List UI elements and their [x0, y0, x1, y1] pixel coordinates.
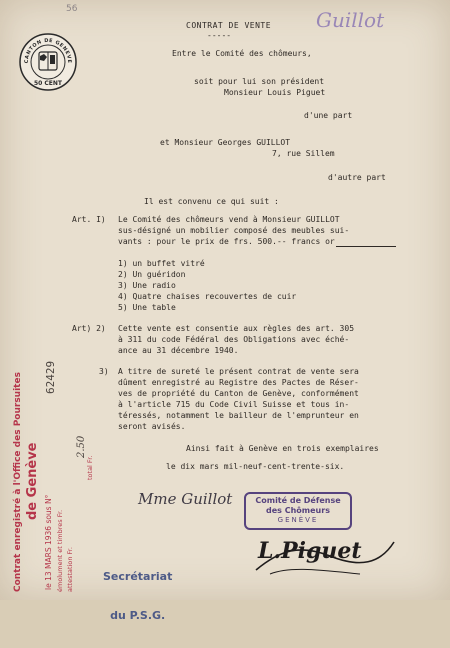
- header-line-2: soit pour lui son président: [194, 77, 325, 86]
- item-5: 5) Une table: [118, 303, 176, 312]
- article-2-line: à 311 du code Fédéral des Obligations avec éché-: [118, 335, 350, 344]
- document-title: CONTRAT DE VENTE: [186, 21, 272, 30]
- secretariat-stamp: [103, 544, 172, 648]
- article-3-line: A titre de sureté le présent contrat de vente sera: [118, 367, 359, 376]
- header-line-6: 7, rue Sillem: [272, 149, 335, 158]
- red-stamp-line-5: attestation Fr.: [66, 547, 74, 592]
- item-3: 3) Une radio: [118, 281, 176, 290]
- seal-text-bottom: 50 CENT: [33, 80, 63, 87]
- article-1-line: Le Comité des chômeurs vend à Monsieur GUILLOT: [118, 215, 340, 224]
- red-stamp-line-4: émolument et timbres Fr.: [56, 509, 64, 592]
- francs-or-underline: [336, 246, 396, 247]
- header-line-7: d'autre part: [328, 173, 386, 182]
- seal-text-top: CANTON DE GENEVE: [23, 37, 73, 64]
- red-stamp-line-3: le 13 MARS 1936 sous N°: [44, 494, 53, 590]
- pencil-number: 56: [66, 4, 78, 14]
- header-line-5: et Monsieur Georges GUILLOT: [160, 138, 291, 147]
- header-line-1: Entre le Comité des chômeurs,: [172, 49, 312, 58]
- committee-stamp-line-2: des Chômeurs: [266, 506, 330, 515]
- item-4: 4) Quatre chaises recouvertes de cuir: [118, 292, 297, 301]
- secretariat-line-2: du P.S.G.: [110, 609, 166, 622]
- closing-line-2: le dix mars mil-neuf-cent-trente-six.: [166, 462, 345, 471]
- closing-line-1: Ainsi fait à Genève en trois exemplaires: [186, 444, 379, 453]
- item-2: 2) Un guéridon: [118, 270, 186, 279]
- header-line-4: d'une part: [304, 111, 353, 120]
- secretariat-line-1: Secrétariat: [103, 570, 173, 583]
- article-3-line: à l'article 715 du Code Civil Suisse et tous in-: [118, 400, 350, 409]
- red-stamp-line-2: de Genève: [25, 442, 40, 520]
- red-stamp-number: 62429: [44, 360, 57, 394]
- article-3-line: seront avisés.: [118, 422, 186, 431]
- article-1-label: Art. I): [72, 215, 106, 224]
- article-1-line: sus-désigné un mobilier composé des meubles sui-: [118, 226, 350, 235]
- red-stamp-hand-value: 2.50: [76, 435, 87, 458]
- article-3-label: 3): [99, 367, 109, 376]
- committee-stamp-line-1: Comité de Défense: [255, 496, 341, 505]
- article-2-line: ance au 31 décembre 1940.: [118, 346, 239, 355]
- article-2-line: Cette vente est consentie aux règles des art. 305: [118, 324, 355, 333]
- article-3-line: dûment enregistré au Registre des Pactes de Réser-: [118, 378, 359, 387]
- intro-line: Il est convenu ce qui suit :: [144, 197, 279, 206]
- item-1: 1) un buffet vitré: [118, 259, 205, 268]
- signature-flourish: [250, 530, 400, 580]
- signature-left: Mme Guillot: [138, 490, 233, 508]
- title-underline: -----: [207, 31, 232, 40]
- article-2-label: Art) 2): [72, 324, 106, 333]
- committee-stamp: [244, 492, 352, 530]
- header-line-3: Monsieur Louis Piguet: [224, 88, 326, 97]
- committee-stamp-line-3: GENÈVE: [277, 516, 319, 524]
- article-1-line: vants : pour le prix de frs. 500.-- francs or: [118, 237, 335, 246]
- canton-seal-icon: [18, 32, 78, 92]
- article-3-line: téressés, notamment le bailleur de l'emprunteur en: [118, 411, 359, 420]
- signature-right: L.Piguet: [258, 538, 362, 564]
- red-stamp-line-6: total Fr.: [86, 455, 94, 480]
- handwritten-name-top: Guillot: [316, 8, 385, 32]
- article-3-line: ves de propriété du Canton de Genève, conformément: [118, 389, 359, 398]
- red-stamp-line-1: Contrat enregistré à l'Office des Poursuites: [13, 372, 23, 592]
